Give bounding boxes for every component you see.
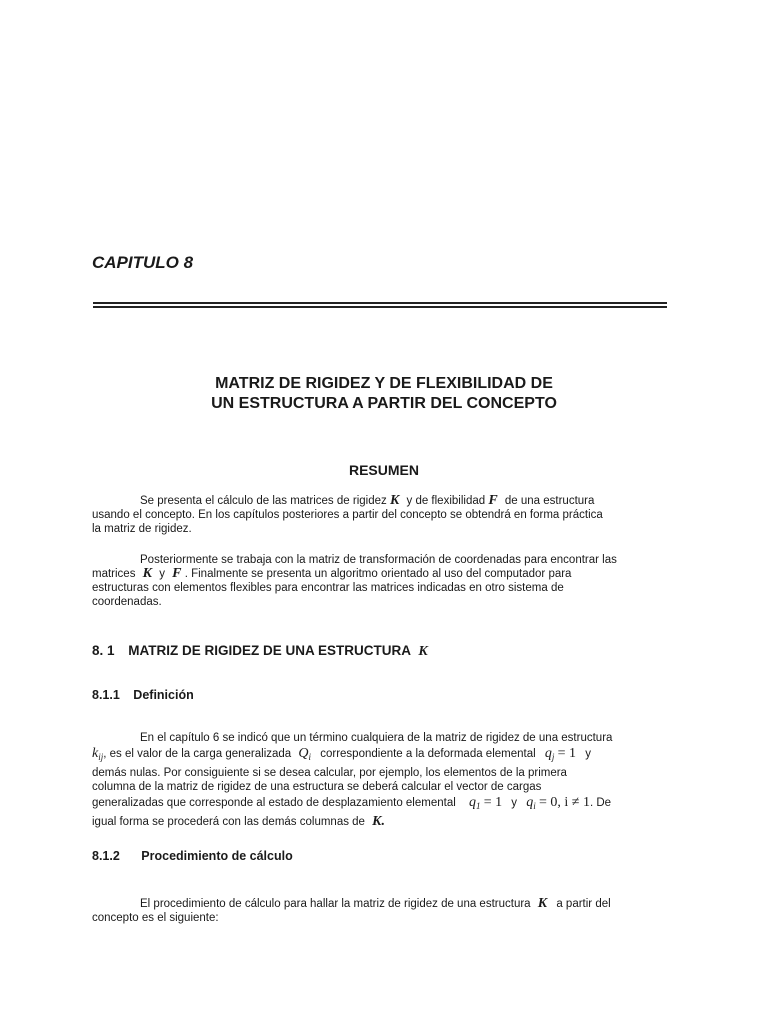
chapter-heading: CAPITULO 8	[92, 253, 194, 272]
procedure-paragraph: El procedimiento de cálculo para hallar la matriz de rigidez de una estructura K a partir del concepto es el siguiente:	[92, 896, 611, 924]
double-rule-divider	[93, 302, 667, 308]
matrix-f-symbol: F	[488, 493, 498, 508]
resumen-paragraph-2: Posteriormente se trabaja con la matriz de transformación de coordenadas para encontrar las matrices K y F . Finalmente se presenta un algoritmo orientado al uso del computador para estructuras con elementos flexibles para encontrar las matrices indicadas en otro sistema de coordenadas.	[92, 554, 617, 608]
definition-paragraph: En el capítulo 6 se indicó que un término cualquiera de la matriz de rigidez de una estructura $k_{ij}$, es el valor de la carga generalizada $Q_i$ correspondiente a la deformada elemental $q_j = 1$ y demás nulas. Por consiguiente si se desea calcular, por ejemplo, los elementos de la primera columna de la matriz de rigidez de una estructura se deberá calcular el vector de cargas generalizadas que corresponde al estado de desplazamiento elemental $q_1 = 1$ y $q_i = 0$, i ≠ 1. De igual forma se procederá con las demás columnas de K.	[92, 732, 613, 829]
matrix-k-symbol: K	[537, 896, 548, 911]
title-line-1: MATRIZ DE RIGIDEZ Y DE FLEXIBILIDAD DE	[215, 375, 553, 392]
section-8-1-heading: 8. 1 MATRIZ DE RIGIDEZ DE UNA ESTRUCTURA K	[92, 643, 428, 659]
matrix-k-symbol: K	[372, 814, 382, 829]
section-8-1-1-heading: 8.1.1 Definición	[92, 688, 194, 702]
resumen-heading: RESUMEN	[348, 462, 419, 478]
title-line-2: UN ESTRUCTURA A PARTIR DEL CONCEPTO	[211, 395, 557, 412]
matrix-k-symbol: K	[389, 493, 400, 508]
matrix-k-symbol: K	[418, 644, 428, 659]
resumen-paragraph-1: Se presenta el cálculo de las matrices de rigidez K y de flexibilidad F de una estructura usando el concepto. En los capítulos posteriores a partir del concepto se obtendrá en forma práctica la matriz de rigidez.	[92, 493, 603, 535]
matrix-f-symbol: F	[172, 566, 182, 581]
section-8-1-2-heading: 8.1.2 Procedimiento de cálculo	[92, 849, 293, 863]
matrix-k-symbol: K	[142, 566, 152, 581]
